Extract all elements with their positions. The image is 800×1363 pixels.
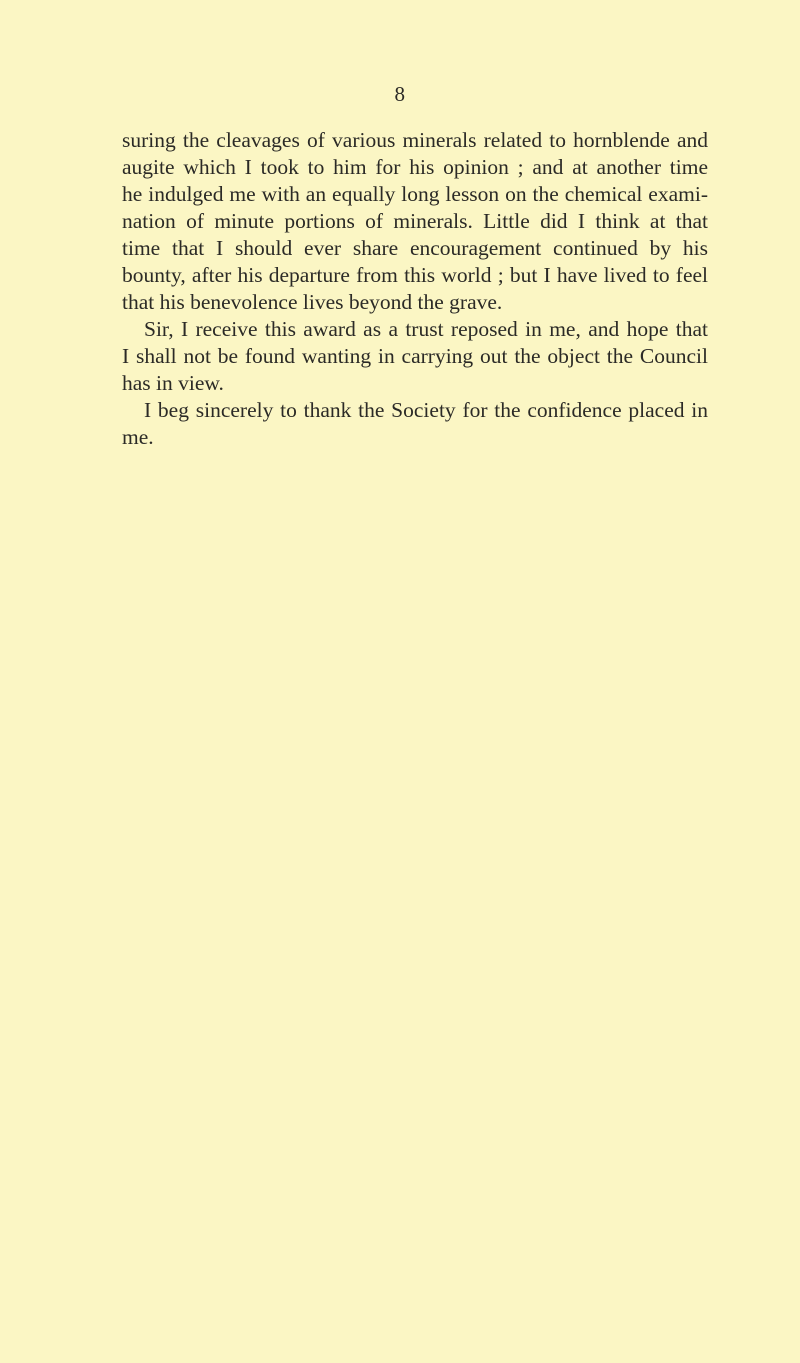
paragraph-1-line-3: he indulged me with an equally long lesson on the chemical exami- [122,182,708,206]
paragraph-1-line-5: time that I should ever share encouragement continued by his [122,236,708,260]
paragraph-3-line-1: I beg sincerely to thank the Society for the confidence placed in [144,398,708,422]
paragraph-1-line-7: that his benevolence lives beyond the grave. [122,290,503,314]
paragraph-1-line-4: nation of minute portions of minerals. Little did I think at that [122,209,708,233]
body-text [122,127,708,451]
paragraph-2-line-2: I shall not be found wanting in carrying out the object the Council [122,344,708,368]
paragraph-1-line-1: suring the cleavages of various minerals related to hornblende and [122,128,708,152]
paragraph-2-line-3: has in view. [122,371,224,395]
paragraph-3-line-2: me. [122,425,154,449]
paragraph-1-line-6: bounty, after his departure from this world ; but I have lived to feel [122,263,708,287]
page-number: 8 [394,82,406,106]
paragraph-1-line-2: augite which I took to him for his opinion ; and at another time [122,155,708,179]
paragraph-2-line-1: Sir, I receive this award as a trust reposed in me, and hope that [144,317,708,341]
